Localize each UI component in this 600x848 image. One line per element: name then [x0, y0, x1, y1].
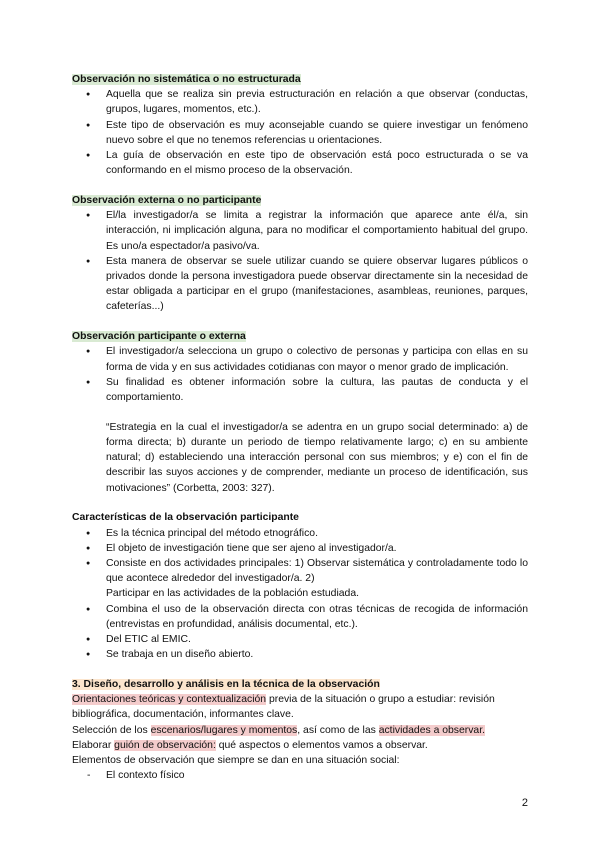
- list-item: ● Su finalidad es obtener información sobre la cultura, las pautas de conducta y el comportamiento.: [72, 375, 528, 405]
- page-content: [72, 72, 528, 784]
- paragraph-text: qué aspectos o elementos vamos a observar.: [215, 739, 428, 751]
- paragraph-selection: [72, 723, 528, 738]
- heading-participant: Observación participante o externa: [72, 331, 246, 343]
- list-item: ● El objeto de investigación tiene que ser ajeno al investigador/a.: [72, 541, 528, 556]
- paragraph-text: previa de la situación o grupo a estudiar: revisión bibliográfica, documentación, informantes clave.: [72, 694, 495, 721]
- list-item: ● Del ETIC al EMIC.: [72, 632, 528, 647]
- section-participant-characteristics: [72, 510, 528, 662]
- paragraph-text: , así como de las: [297, 724, 379, 736]
- heading-non-systematic: Observación no sistemática o no estructurada: [72, 74, 301, 85]
- list-item: ● Combina el uso de la observación directa con otras técnicas de recogida de información (entrevistas en profundidad, análisis documental, etc.).: [72, 602, 528, 632]
- paragraph-elements: Elementos de observación que siempre se dan en una situación social:: [72, 755, 400, 767]
- heading-design: 3. Diseño, desarrollo y análisis en la técnica de la observación: [72, 679, 380, 691]
- section-design-development: [72, 677, 528, 783]
- page-number: 2: [521, 797, 528, 809]
- list-item-text: Consiste en dos actividades principales: 1) Observar sistemática y controladamente todo lo que acontece alrededor del investigador/a. 2): [106, 558, 528, 585]
- bullet-list: [72, 344, 528, 405]
- list-item: ● Aquella que se realiza sin previa estructuración en relación a que observar (conductas, grupos, lugares, momentos, etc.).: [72, 87, 528, 117]
- section-participant-observation: [72, 329, 528, 496]
- list-item: ● Esta manera de observar se suele utilizar cuando se quiere observar lugares públicos o privados donde la persona investigadora puede observar directamente sin la necesidad de estar obligada a participar en el grupo (manifestaciones, asambleas, reuniones, parques, cafeterías...): [72, 254, 528, 315]
- highlight-text: actividades a observar.: [378, 724, 485, 736]
- section-external-observation: [72, 193, 528, 315]
- highlight-text: guión de observación:: [114, 739, 216, 751]
- list-item: ● La guía de observación en este tipo de observación está poco estructurada o se va conformando en el mismo proceso de la observación.: [72, 148, 528, 178]
- list-item-subline: Participar en las actividades de la población estudiada.: [106, 588, 359, 600]
- heading-characteristics: Características de la observación participante: [72, 512, 299, 524]
- paragraph-text: Elaborar: [72, 739, 115, 751]
- list-item: ● El/la investigador/a se limita a registrar la información que aparece ante él/a, sin interacción, ni implicación alguna, para no modificar el comportamiento habitual del grupo. Es uno/a espectador/a pasivo/va.: [72, 208, 528, 254]
- quote-corbetta: “Estrategia en la cual el investigador/a se adentra en un grupo social determinado: a) de forma directa; b) durante un periodo de tiempo relativamente largo; c) en su ambiente natural; d) estableciendo una interacción personal con sus miembros; y e) con el fin de describir las suyos acciones y de comprender, mediante un proceso de identificación, sus motivaciones” (Corbetta, 2003: 327).: [106, 421, 528, 494]
- list-item: ● Es la técnica principal del método etnográfico.: [72, 526, 528, 541]
- list-item: - El contexto físico: [72, 768, 528, 783]
- bullet-list: [72, 87, 528, 178]
- list-item: ● El investigador/a selecciona un grupo o colectivo de personas y participa con ellas en su forma de vida y en sus actividades cotidianas con mayor o menor grado de implicación.: [72, 344, 528, 374]
- dash-list: [72, 768, 528, 783]
- paragraph-orientations: [72, 692, 528, 722]
- highlight-text: escenarios/lugares y momentos: [150, 724, 298, 736]
- list-item: ● Se trabaja en un diseño abierto.: [72, 647, 528, 662]
- paragraph-text: Selección de los: [72, 724, 151, 736]
- heading-external: Observación externa o no participante: [72, 195, 262, 207]
- bullet-list: [72, 208, 528, 314]
- paragraph-guide: [72, 738, 528, 753]
- bullet-list: [72, 526, 528, 663]
- list-item: [72, 556, 528, 602]
- list-item: ● Este tipo de observación es muy aconsejable cuando se quiere investigar un fenómeno nuevo sobre el que no tenemos referencias u orientaciones.: [72, 118, 528, 148]
- highlight-text: Orientaciones teóricas y contextualización: [72, 694, 267, 706]
- section-non-systematic-observation: [72, 72, 528, 178]
